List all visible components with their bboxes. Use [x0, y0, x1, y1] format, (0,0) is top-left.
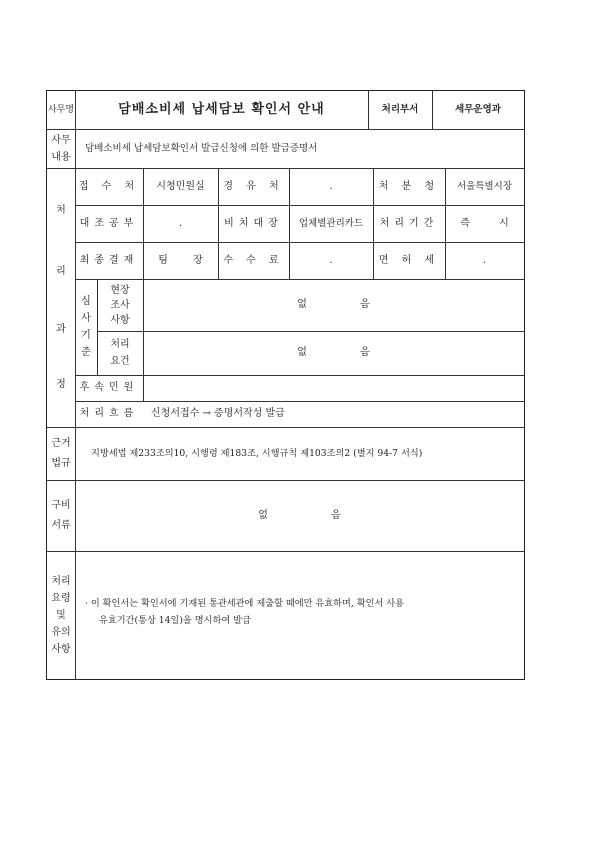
license-tax-label: 면 허 세	[378, 254, 440, 266]
documents-value: 없 음	[258, 509, 341, 521]
legal-basis-label	[47, 427, 75, 480]
process-label-char: 정	[56, 379, 66, 390]
documents-label-bottom: 서류	[51, 519, 71, 531]
period-label: 처리기간	[379, 217, 439, 229]
guide-form	[46, 90, 525, 680]
review-criteria-label	[75, 279, 97, 375]
review-label-char: 기	[81, 330, 91, 341]
description-label	[47, 129, 75, 168]
page-title: 담배소비세 납세담보 확인서 안내	[118, 102, 325, 117]
fee-label: 수 수 료	[223, 254, 284, 266]
followup-value	[143, 375, 524, 401]
final-approval-label: 최종결재	[79, 254, 139, 266]
department-value: 세무운영과	[455, 104, 501, 115]
notes-label-line: 요령	[51, 592, 71, 604]
ledger-value: .	[178, 217, 183, 229]
description-label-bottom: 내용	[51, 151, 71, 163]
notes-label-line: 및	[56, 609, 66, 621]
survey-label-line: 조사	[110, 299, 130, 311]
department-label: 처리부서	[381, 104, 419, 115]
fee-value: .	[329, 254, 333, 266]
notes-line-1: · 이 확인서는 확인서에 기재된 통관세관에 제출할 때에만 유효하며, 확인서 사용	[85, 598, 405, 609]
process-label-char: 리	[56, 266, 66, 277]
legal-label-bottom: 법규	[51, 457, 71, 469]
documents-label	[47, 480, 75, 551]
flow-value: 신청서접수 → 증명서작성 발급	[151, 408, 285, 419]
keep-value: 업체별관리카드	[298, 217, 364, 229]
flow-label: 처리흐름	[79, 408, 139, 419]
via-label: 경 유 처	[223, 180, 284, 192]
keep-label: 비치대장	[224, 217, 283, 229]
notes-label-line: 처리	[51, 575, 71, 587]
review-label-char: 사	[81, 313, 91, 324]
process-label-char: 처	[56, 205, 66, 216]
reception-label: 접 수 처	[78, 180, 140, 192]
survey-label-line: 현장	[110, 284, 130, 296]
description-value: 담배소비세 납세담보확인서 발급신청에 의한 발급증명서	[85, 142, 318, 154]
documents-label-top: 구비	[51, 499, 71, 511]
requirements-label-line: 처리	[110, 339, 130, 350]
via-value: .	[329, 180, 333, 192]
notes-line-2: 유효기간(통상 14일)을 명시하여 발급	[99, 615, 251, 626]
period-value: 즉 시	[460, 217, 509, 229]
survey-label	[97, 279, 143, 331]
process-label-char: 과	[56, 324, 66, 335]
survey-value: 없 음	[297, 299, 370, 310]
handler-value: 서울특별시장	[456, 180, 513, 192]
review-label-char: 준	[81, 347, 91, 358]
reception-value: 시청민원실	[156, 180, 205, 192]
final-approval-value: 팀 장	[158, 254, 203, 266]
process-side-label	[47, 168, 75, 427]
handler-label: 처 분 청	[378, 180, 440, 192]
review-label-char: 심	[81, 296, 91, 307]
notes-label	[47, 551, 75, 679]
description-label-top: 사무	[51, 134, 71, 146]
requirements-label	[97, 331, 143, 375]
notes-value	[75, 551, 524, 679]
legal-label-top: 근거	[51, 437, 71, 449]
followup-label: 후속민원	[79, 382, 139, 393]
legal-basis-value: 지방세법 제233조의10, 시행령 제183조, 시행규칙 제103조의2 (별지 94-7 서식)	[91, 447, 423, 459]
requirements-value: 없 음	[297, 347, 370, 358]
survey-label-line: 사항	[110, 314, 130, 326]
license-tax-value: .	[482, 254, 487, 266]
requirements-label-line: 요건	[110, 356, 130, 367]
ledger-label: 대조공부	[79, 217, 139, 229]
notes-label-line: 사항	[51, 643, 71, 655]
notes-label-line: 유의	[51, 626, 71, 638]
office-name-label: 사무명	[47, 105, 75, 115]
